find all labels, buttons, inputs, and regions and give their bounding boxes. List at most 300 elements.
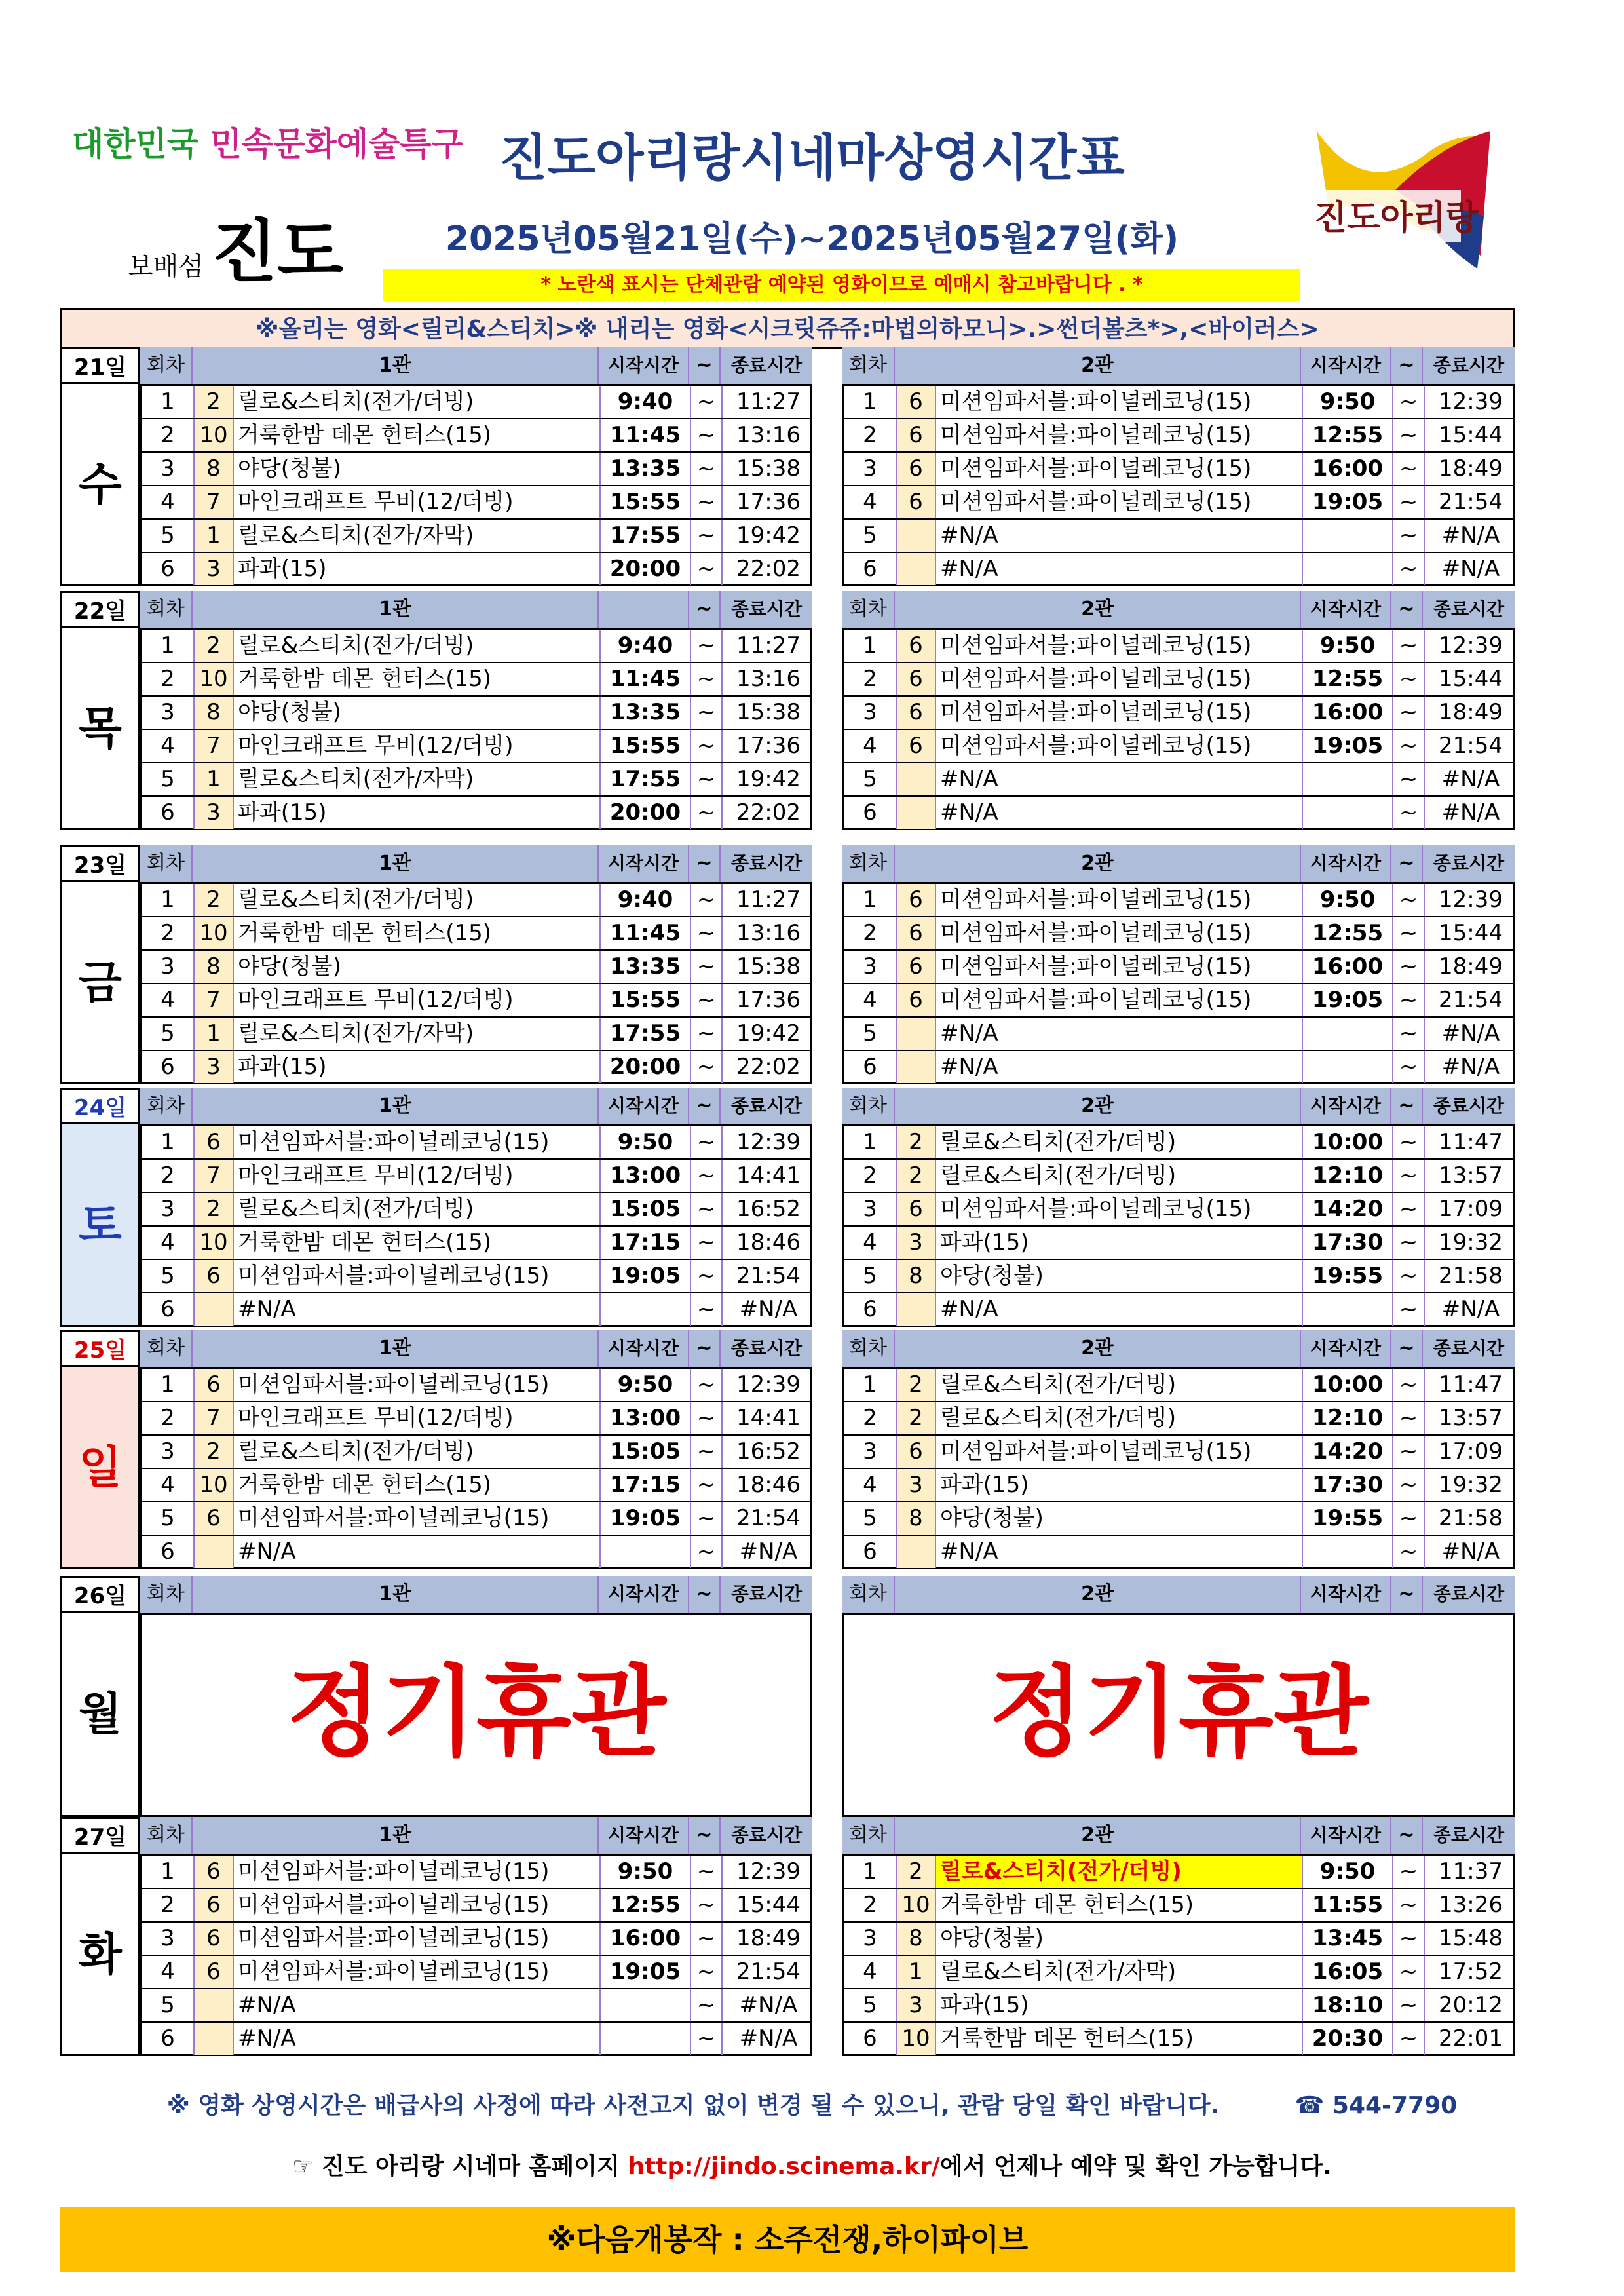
- showtime-title: 파과(15): [936, 1227, 1303, 1259]
- showtime-end: 13:16: [736, 422, 801, 448]
- hall1-grid: [140, 882, 812, 1084]
- showtime-title: 미션임파서블:파이널레코닝(15): [234, 1923, 601, 1955]
- showtime-tilde: ~: [1393, 1193, 1425, 1225]
- showtime-n: 2: [142, 917, 195, 949]
- header-end: 종료시간: [730, 1337, 803, 1359]
- showtime-age: 1: [195, 1018, 234, 1050]
- showtime-n: 6: [142, 2023, 195, 2055]
- showtime-age: 6: [195, 1856, 234, 1888]
- showtime-start: 20:30: [1303, 2023, 1393, 2055]
- showtime-start: 15:05: [601, 1436, 691, 1468]
- footer-note-text: ※ 영화 상영시간은 배급사의 사정에 따라 사전고지 없이 변경 될 수 있으니, 관람 당일 확인 바랍니다.: [166, 2092, 1220, 2119]
- showtime-tilde: ~: [691, 797, 723, 829]
- hall2-grid: [842, 1854, 1515, 2056]
- hall-header: [842, 591, 1515, 628]
- header-start: 시작시간: [1301, 1088, 1391, 1124]
- showtime-start: 19:05: [1303, 730, 1393, 762]
- showtime-title: #N/A: [936, 520, 1303, 552]
- showtime-age: 6: [897, 1436, 936, 1468]
- showtime-row: [844, 1923, 1513, 1956]
- showtime-start: 12:55: [601, 1889, 691, 1921]
- showtime-tilde: ~: [691, 1227, 723, 1259]
- showtime-age: [195, 1989, 234, 2021]
- showtime-tilde: ~: [691, 386, 723, 418]
- showtime-title: 미션임파서블:파이널레코닝(15): [234, 1502, 601, 1535]
- showtime-n: 4: [142, 1956, 195, 1988]
- showtime-title: 야당(청불): [936, 1260, 1303, 1292]
- header-end: 종료시간: [730, 1824, 803, 1846]
- showtime-tilde: ~: [1393, 1018, 1425, 1050]
- showtime-row: [142, 1260, 810, 1293]
- showtime-row: [142, 1160, 810, 1193]
- showtime-row: [142, 1436, 810, 1469]
- header-round: 회차: [140, 1576, 193, 1613]
- showtime-row: [142, 1889, 810, 1923]
- showtime-row: [142, 1989, 810, 2023]
- showtime-age: 3: [195, 1051, 234, 1083]
- showtime-row: [844, 1126, 1513, 1160]
- showtime-start: [1303, 797, 1393, 829]
- showtime-tilde: ~: [691, 1469, 723, 1501]
- showtime-start: 9:50: [1303, 1856, 1393, 1888]
- logo-left-small-text: 보배섬: [128, 252, 204, 282]
- showtime-age: 2: [897, 1160, 936, 1192]
- showtime-tilde: ~: [1393, 984, 1425, 1016]
- showtime-tilde: ~: [691, 663, 723, 695]
- showtime-end: 15:48: [1439, 1925, 1503, 1951]
- showtime-n: 1: [142, 1856, 195, 1888]
- showtime-end: 21:54: [1439, 987, 1503, 1013]
- showtime-title: #N/A: [234, 1989, 601, 2021]
- showtime-age: 2: [897, 1402, 936, 1434]
- showtime-tilde: ~: [691, 553, 723, 585]
- showtime-end: 13:57: [1439, 1405, 1503, 1431]
- showtime-n: 6: [142, 797, 195, 829]
- showtime-row: [844, 1369, 1513, 1402]
- header-tilde: ~: [689, 1817, 721, 1854]
- showtime-row: [844, 2023, 1513, 2056]
- showtime-tilde: ~: [691, 1018, 723, 1050]
- showtime-end: #N/A: [1441, 522, 1500, 548]
- showtime-row: [142, 1193, 810, 1227]
- showtime-end: 12:39: [1439, 632, 1503, 659]
- header-tilde: ~: [1391, 1330, 1423, 1367]
- showtime-n: 5: [844, 1502, 897, 1535]
- showtime-row: [844, 951, 1513, 984]
- showtime-age: 1: [195, 763, 234, 795]
- showtime-n: 4: [142, 984, 195, 1016]
- showtime-age: 7: [195, 1402, 234, 1434]
- showtime-row: [844, 1260, 1513, 1293]
- showtime-tilde: ~: [691, 1889, 723, 1921]
- header-tilde: ~: [689, 347, 721, 384]
- showtime-age: 2: [195, 1436, 234, 1468]
- showtime-n: 3: [844, 697, 897, 729]
- showtime-age: 6: [195, 1889, 234, 1921]
- showtime-end: 15:44: [1439, 920, 1503, 946]
- showtime-row: [844, 730, 1513, 763]
- showtime-start: 16:00: [1303, 697, 1393, 729]
- showtime-start: 19:55: [1303, 1260, 1393, 1292]
- header-tilde: ~: [689, 591, 721, 628]
- showtime-end: 11:47: [1439, 1371, 1503, 1398]
- hall-header: [842, 1576, 1515, 1613]
- showtime-title: 미션임파서블:파이널레코닝(15): [936, 630, 1303, 662]
- showtime-end: 18:49: [736, 1925, 801, 1951]
- showtime-start: 19:55: [1303, 1502, 1393, 1535]
- showtime-end: 15:38: [736, 455, 801, 482]
- showtime-end: 11:47: [1439, 1129, 1503, 1155]
- showtime-row: [844, 486, 1513, 520]
- header-hall: 1관: [193, 1330, 599, 1367]
- showtime-n: 5: [844, 1018, 897, 1050]
- showtime-title: 미션임파서블:파이널레코닝(15): [936, 884, 1303, 916]
- header-round: 회차: [140, 347, 193, 384]
- header-hall: 2관: [895, 1330, 1301, 1367]
- showtime-row: [142, 1227, 810, 1260]
- showtime-tilde: ~: [691, 520, 723, 552]
- showtime-age: 6: [897, 630, 936, 662]
- header-start: 시작시간: [599, 1576, 689, 1613]
- showtime-tilde: ~: [691, 1293, 723, 1326]
- showtime-n: 2: [844, 663, 897, 695]
- showtime-age: 6: [195, 1260, 234, 1292]
- showtime-tilde: ~: [1393, 951, 1425, 983]
- showtime-start: [601, 1989, 691, 2021]
- showtime-tilde: ~: [1393, 763, 1425, 795]
- showtime-age: 6: [897, 453, 936, 485]
- showtime-start: 19:05: [601, 1260, 691, 1292]
- showtime-start: 11:45: [601, 419, 691, 451]
- showtime-age: 2: [195, 630, 234, 662]
- showtime-n: 3: [844, 453, 897, 485]
- showtime-tilde: ~: [1393, 553, 1425, 585]
- header-round: 회차: [842, 347, 895, 384]
- showtime-row: [844, 1018, 1513, 1051]
- showtime-age: 6: [897, 951, 936, 983]
- showtime-end: 12:39: [1439, 389, 1503, 415]
- header-round: 회차: [140, 1088, 193, 1124]
- showtime-start: 9:50: [601, 1126, 691, 1158]
- showtime-tilde: ~: [1393, 1160, 1425, 1192]
- showtime-row: [142, 697, 810, 730]
- showtime-n: 3: [844, 1436, 897, 1468]
- showtime-tilde: ~: [691, 486, 723, 518]
- day-date-label: 23일: [60, 845, 140, 882]
- showtime-title: #N/A: [936, 1293, 1303, 1326]
- showtime-start: 17:55: [601, 520, 691, 552]
- showtime-start: 9:50: [1303, 386, 1393, 418]
- showtime-age: 6: [195, 1502, 234, 1535]
- showtime-title: 미션임파서블:파이널레코닝(15): [936, 1436, 1303, 1468]
- showtime-row: [844, 1436, 1513, 1469]
- showtime-age: 6: [195, 1126, 234, 1158]
- hall2-grid: [842, 628, 1515, 830]
- showtime-tilde: ~: [691, 984, 723, 1016]
- showtime-title: 미션임파서블:파이널레코닝(15): [936, 419, 1303, 451]
- showtime-age: 6: [195, 1369, 234, 1401]
- header-end: 종료시간: [730, 354, 803, 376]
- showtime-end: 17:36: [736, 489, 801, 515]
- weekday-label: 수: [60, 384, 140, 586]
- showtime-start: 9:50: [1303, 884, 1393, 916]
- showtime-tilde: ~: [1393, 1402, 1425, 1434]
- header-end: 종료시간: [1433, 1583, 1505, 1605]
- showtime-row: [142, 951, 810, 984]
- showtime-n: 4: [844, 1956, 897, 1988]
- showtime-n: 6: [844, 1293, 897, 1326]
- hall1-grid: [140, 628, 812, 830]
- header-end: 종료시간: [730, 852, 803, 874]
- showtime-start: 17:15: [601, 1469, 691, 1501]
- showtime-start: 9:40: [601, 386, 691, 418]
- header-round: 회차: [140, 845, 193, 882]
- showtime-title: 미션임파서블:파이널레코닝(15): [234, 1889, 601, 1921]
- showtime-age: 8: [195, 951, 234, 983]
- header-start: 시작시간: [599, 1330, 689, 1367]
- showtime-n: 2: [844, 1889, 897, 1921]
- showtime-start: 16:00: [601, 1923, 691, 1955]
- showtime-tilde: ~: [1393, 1989, 1425, 2021]
- phone-number: ☎ 544-7790: [1294, 2092, 1458, 2119]
- header-tilde: ~: [689, 845, 721, 882]
- showtime-age: 8: [195, 697, 234, 729]
- showtime-end: #N/A: [1441, 1296, 1500, 1322]
- showtime-start: 13:00: [601, 1402, 691, 1434]
- showtime-n: 6: [844, 797, 897, 829]
- showtime-title: #N/A: [234, 1536, 601, 1568]
- showtime-end: 12:39: [736, 1129, 801, 1155]
- showtime-row: [142, 2023, 810, 2056]
- showtime-start: [1303, 1018, 1393, 1050]
- header-hall: 1관: [193, 1088, 599, 1124]
- showtime-row: [844, 884, 1513, 917]
- showtime-start: 12:10: [1303, 1402, 1393, 1434]
- showtime-title: 미션임파서블:파이널레코닝(15): [936, 453, 1303, 485]
- closed-notice-hall2: 정기휴관: [842, 1613, 1515, 1817]
- showtime-row: [142, 386, 810, 419]
- showtime-age: 6: [897, 730, 936, 762]
- showtime-tilde: ~: [691, 1989, 723, 2021]
- showtime-tilde: ~: [1393, 1469, 1425, 1501]
- showtime-row: [844, 1160, 1513, 1193]
- showtime-age: 10: [897, 2023, 936, 2055]
- showtime-end: 21:54: [736, 1959, 801, 1985]
- showtime-age: 6: [897, 663, 936, 695]
- showtime-title: 릴로&스티치(전가/더빙): [936, 1160, 1303, 1192]
- showtime-row: [844, 1502, 1513, 1536]
- showtime-end: 18:46: [736, 1472, 801, 1498]
- showtime-end: 21:58: [1439, 1505, 1503, 1531]
- showtime-tilde: ~: [691, 1502, 723, 1535]
- showtime-end: #N/A: [739, 2025, 798, 2052]
- showtime-start: 15:55: [601, 486, 691, 518]
- showtime-tilde: ~: [691, 763, 723, 795]
- showtime-tilde: ~: [691, 1051, 723, 1083]
- showtime-row: [142, 1856, 810, 1889]
- showtime-tilde: ~: [691, 697, 723, 729]
- day-date-label: 21일: [60, 347, 140, 384]
- showtime-title: #N/A: [936, 1018, 1303, 1050]
- showtime-row: [142, 763, 810, 797]
- showtime-end: 22:02: [736, 1054, 801, 1080]
- showtime-start: 12:55: [1303, 419, 1393, 451]
- showtime-age: [897, 1018, 936, 1050]
- showtime-row: [844, 697, 1513, 730]
- showtime-start: [601, 1536, 691, 1568]
- hall-header: [140, 1088, 812, 1124]
- header-tilde: ~: [1391, 591, 1423, 628]
- showtime-end: #N/A: [739, 1992, 798, 2018]
- showtime-row: [142, 1536, 810, 1569]
- showtime-tilde: ~: [691, 1856, 723, 1888]
- showtime-row: [844, 520, 1513, 553]
- showtime-age: [897, 1536, 936, 1568]
- showtime-age: [195, 1536, 234, 1568]
- day-date-label: 22일: [60, 591, 140, 628]
- showtime-title: 마인크래프트 무비(12/더빙): [234, 984, 601, 1016]
- showtime-n: 4: [844, 984, 897, 1016]
- showtime-end: 17:09: [1439, 1438, 1503, 1464]
- showtime-age: 7: [195, 486, 234, 518]
- showtime-row: [142, 486, 810, 520]
- showtime-row: [844, 1956, 1513, 1989]
- showtime-n: 6: [142, 1536, 195, 1568]
- showtime-age: 7: [195, 730, 234, 762]
- showtime-n: 5: [844, 1260, 897, 1292]
- showtime-n: 1: [142, 884, 195, 916]
- showtime-age: [195, 1293, 234, 1326]
- showtime-title: 미션임파서블:파이널레코닝(15): [234, 1126, 601, 1158]
- header-start: 시작시간: [599, 845, 689, 882]
- header-tilde: ~: [1391, 1817, 1423, 1854]
- hall-header: [842, 1330, 1515, 1367]
- showtime-age: 6: [897, 419, 936, 451]
- showtime-row: [142, 797, 810, 830]
- showtime-tilde: ~: [691, 1369, 723, 1401]
- showtime-row: [142, 1502, 810, 1536]
- header-end: 종료시간: [730, 1095, 803, 1117]
- showtime-n: 6: [844, 1536, 897, 1568]
- showtime-end: 20:12: [1439, 1992, 1503, 2018]
- showtime-tilde: ~: [1393, 630, 1425, 662]
- showtime-age: [897, 1293, 936, 1326]
- showtime-start: 19:05: [1303, 984, 1393, 1016]
- showtime-start: 10:00: [1303, 1126, 1393, 1158]
- showtime-title: #N/A: [936, 553, 1303, 585]
- showtime-age: 10: [195, 419, 234, 451]
- header-end: 종료시간: [1433, 1824, 1505, 1846]
- showtime-title: #N/A: [234, 2023, 601, 2055]
- showtime-row: [844, 1889, 1513, 1923]
- showtime-tilde: ~: [1393, 917, 1425, 949]
- showtime-tilde: ~: [1393, 453, 1425, 485]
- hall-header: [842, 1817, 1515, 1854]
- showtime-start: [601, 1293, 691, 1326]
- showtime-tilde: ~: [1393, 1923, 1425, 1955]
- showtime-age: [897, 797, 936, 829]
- showtime-age: 2: [195, 1193, 234, 1225]
- showtime-age: [897, 553, 936, 585]
- showtime-n: 2: [844, 917, 897, 949]
- showtime-end: 16:52: [736, 1438, 801, 1464]
- showtime-title: 미션임파서블:파이널레코닝(15): [234, 1369, 601, 1401]
- showtime-start: 15:55: [601, 730, 691, 762]
- showtime-end: 11:37: [1439, 1858, 1503, 1885]
- header-start: 시작시간: [1301, 1330, 1391, 1367]
- showtime-title: #N/A: [234, 1293, 601, 1326]
- header-tilde: ~: [1391, 845, 1423, 882]
- showtime-title: 파과(15): [234, 797, 601, 829]
- showtime-title: 거룩한밤 데몬 헌터스(15): [936, 2023, 1303, 2055]
- header-tilde: ~: [689, 1576, 721, 1613]
- homepage-suffix: 에서 언제나 예약 및 확인 가능합니다.: [939, 2153, 1332, 2180]
- header-start: 시작시간: [599, 347, 689, 384]
- day-date-label: 25일: [60, 1330, 140, 1367]
- showtime-age: 10: [195, 663, 234, 695]
- header-tilde: ~: [1391, 1576, 1423, 1613]
- showtime-end: 15:38: [736, 699, 801, 725]
- showtime-n: 4: [142, 1227, 195, 1259]
- showtime-title: 미션임파서블:파이널레코닝(15): [936, 386, 1303, 418]
- showtime-n: 5: [142, 1018, 195, 1050]
- header-start: 시작시간: [1301, 845, 1391, 882]
- showtime-start: [1303, 520, 1393, 552]
- showtime-age: 1: [195, 520, 234, 552]
- showtime-age: 6: [897, 917, 936, 949]
- header-hall: 2관: [895, 1576, 1301, 1613]
- day-date-label: 27일: [60, 1817, 140, 1854]
- header-end: 종료시간: [1433, 354, 1505, 376]
- showtime-end: 22:02: [736, 799, 801, 826]
- showtime-age: 6: [195, 1923, 234, 1955]
- group-booking-notice: * 노란색 표시는 단체관람 예약된 영화이므로 예매시 참고바랍니다 . *: [383, 269, 1300, 301]
- showtime-row: [844, 1051, 1513, 1084]
- showtime-tilde: ~: [1393, 419, 1425, 451]
- showtime-end: 21:54: [1439, 733, 1503, 759]
- showtime-row: [844, 553, 1513, 586]
- showtime-n: 3: [142, 1923, 195, 1955]
- showtime-end: 22:01: [1439, 2025, 1503, 2052]
- showtime-title: 파과(15): [936, 1989, 1303, 2021]
- header-hall: 1관: [193, 347, 599, 384]
- showtime-n: 2: [142, 1160, 195, 1192]
- hall-header: [140, 347, 812, 384]
- homepage-prefix: ☞ 진도 아리랑 시네마 홈페이지: [292, 2153, 628, 2180]
- showtime-tilde: ~: [1393, 1369, 1425, 1401]
- showtime-start: 20:00: [601, 1051, 691, 1083]
- showtime-tilde: ~: [691, 630, 723, 662]
- showtime-row: [844, 663, 1513, 697]
- hall1-grid: [140, 1854, 812, 2056]
- showtime-end: 15:44: [1439, 422, 1503, 448]
- showtime-end: 17:36: [736, 733, 801, 759]
- showtime-start: [1303, 553, 1393, 585]
- showtime-age: 2: [897, 1856, 936, 1888]
- showtime-row: [844, 1227, 1513, 1260]
- showtime-title: #N/A: [936, 797, 1303, 829]
- showtime-title: 릴로&스티치(전가/더빙): [234, 630, 601, 662]
- showtime-n: 1: [844, 1369, 897, 1401]
- homepage-link[interactable]: http://jindo.scinema.kr/: [628, 2153, 940, 2180]
- hall-header: [140, 1576, 812, 1613]
- showtime-start: 12:55: [1303, 663, 1393, 695]
- showtime-age: 2: [195, 884, 234, 916]
- showtime-row: [142, 730, 810, 763]
- showtime-start: 19:05: [1303, 486, 1393, 518]
- showtime-row: [844, 453, 1513, 486]
- showtime-start: 13:45: [1303, 1923, 1393, 1955]
